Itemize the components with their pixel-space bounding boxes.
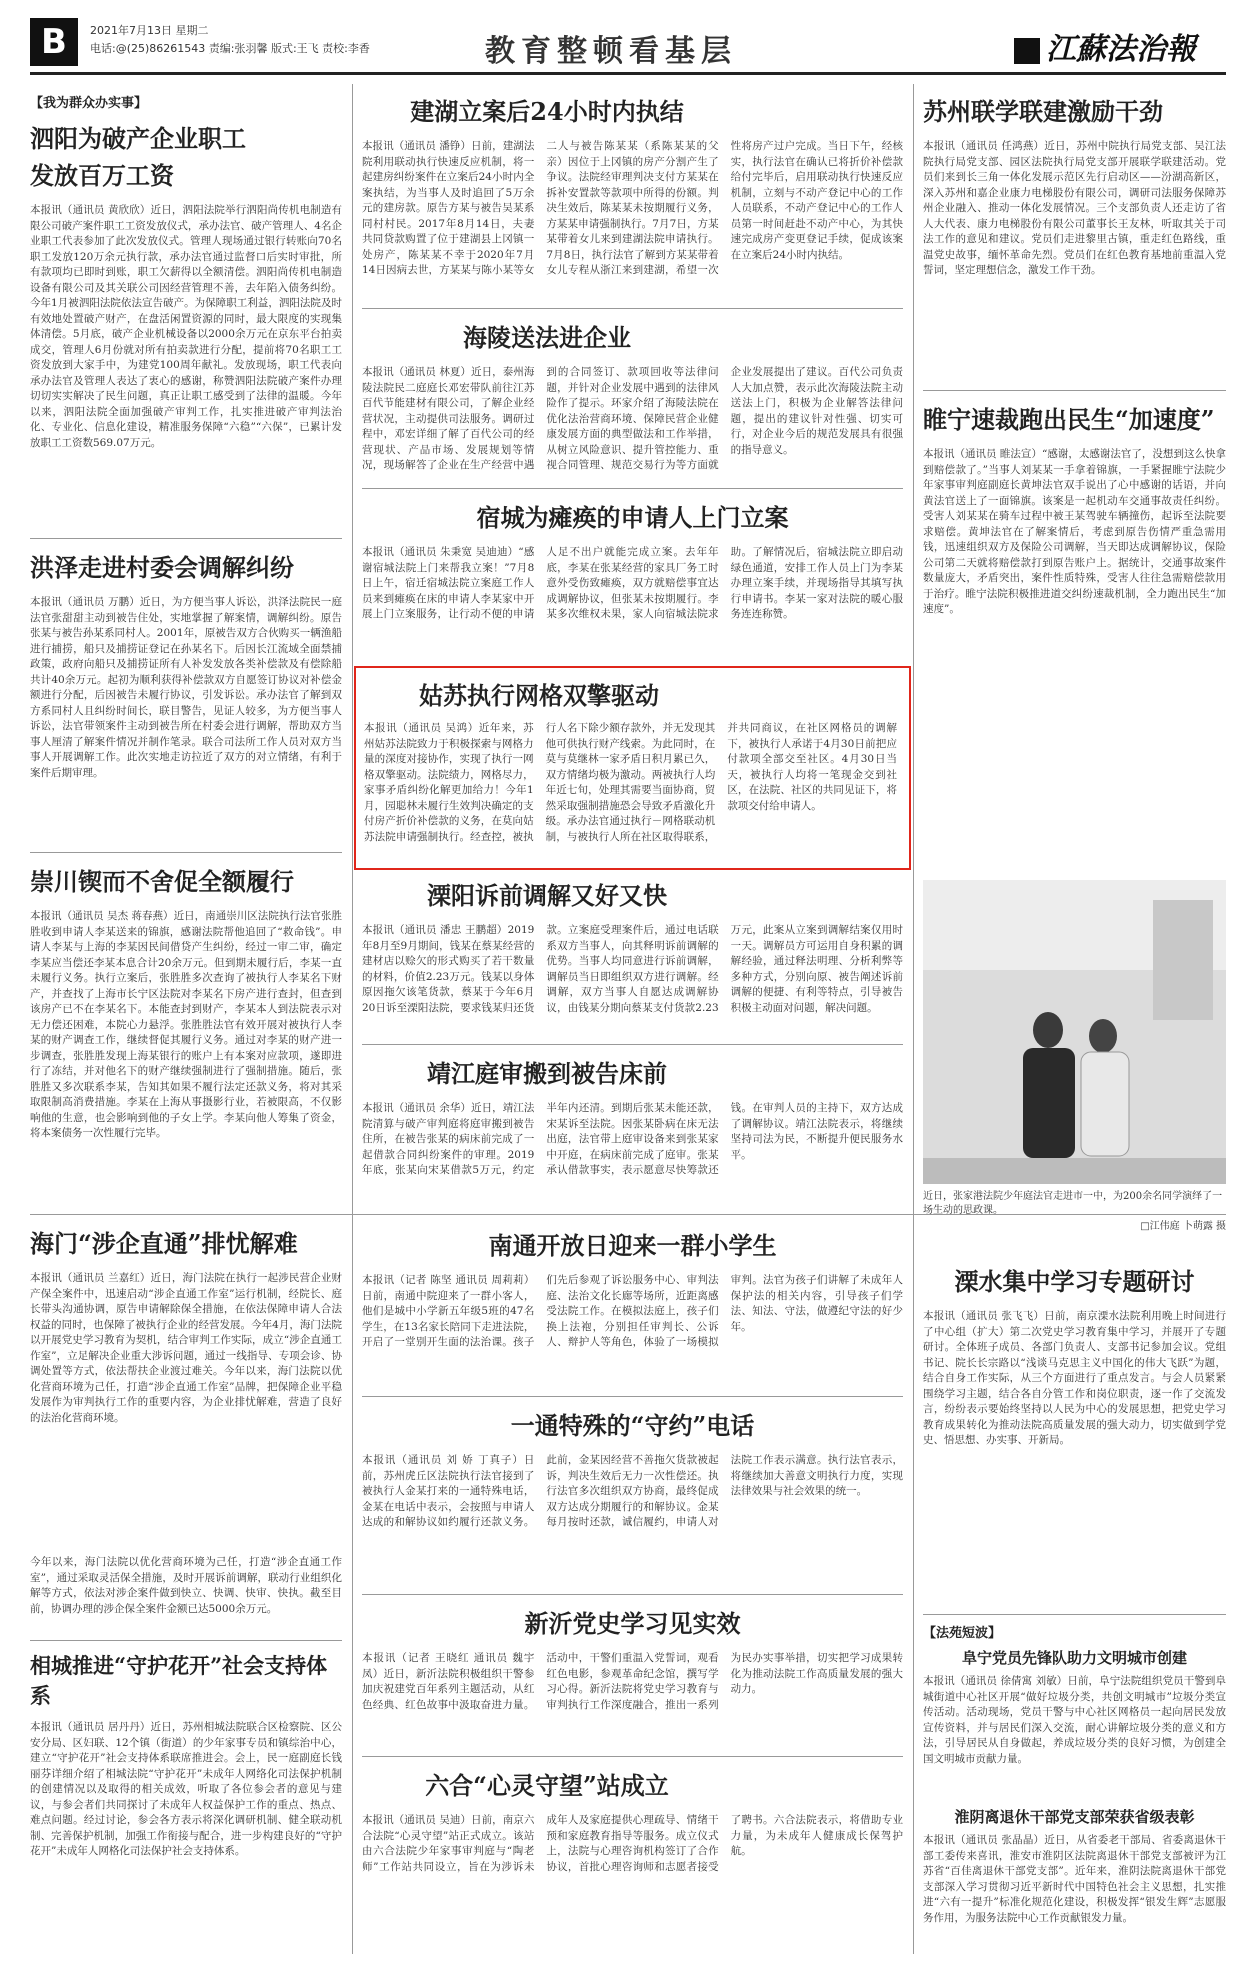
- article-body: 本报讯（通讯员 睢法宣）“感谢，太感谢法官了，没想到这么快拿到赔偿款了。”当事人刘某某一手拿着锦旗，一手紧握睢宁法院少年家事审判庭副庭长黄坤法官双手说出了心中感谢的话语，并向黄法官送上了一面锦旗。该案是一起机动车交通事故责任纠纷。受害人刘某某在骑车过程中被王某驾驶车辆撞伤，起诉至法院要求赔偿。黄坤法官在了解案情后，考虑到原告伤情严重急需用钱，迅速组织双方及保险公司调解，当天即达成调解协议，保险公司第二天就将赔偿款打到原告账户上。据统计，交通事故案件数量庞大，矛盾突出，案件性质特殊，受害人往往急需赔偿款用于治疗。睢宁法院积极推进道交纠纷速裁机制，全力跑出民生“加速度”。: [923, 448, 1226, 615]
- headline: 宿城为瘫痪的申请人上门立案: [476, 503, 789, 532]
- article-body: 本报讯（通讯员 朱秉宽 吴迪迪）“感谢宿城法院上门来帮我立案！”7月8日上午，宿迁宿城法院立案庭工作人员来到瘫痪在床的申请人李某家中开展上门立案服务，让行动不便的申请人足不出户就能完成立案。去年年底，李某在张某经营的家具厂务工时意外受伤致瘫痪，双方就赔偿事宜达成调解协议，但张某未按期履行。李某多次维权未果，家人向宿城法院求助。了解情况后，宿城法院立即启动绿色通道，安排工作人员上门为李某办理立案手续，并现场指导其填写执行申请书。李某一家对法院的暖心服务连连称赞。: [362, 546, 903, 620]
- article-body: 本报讯（通讯员 任鸿燕）近日，苏州中院执行局党支部、吴江法院执行局党支部、园区法院执行局党支部开展联学联建活动。党员们来到长三角一体化发展示范区先行启动区——汾湖高新区，深入苏州和嘉企业康力电梯股份有限公司，调研司法服务保障苏州企业融入、推动一体化发展情况。三个支部负责人还走访了省人大代表、康力电梯股份有限公司董事长王友林，听取其关于司法工作的意见和建议。党员们走进黎里古镇，重走红色路线，重温党史故事，缅怀革命先烈。党员们在红色教育基地前重温入党誓词，坚定理想信念，激发工作干劲。: [923, 140, 1226, 276]
- divider: [362, 1396, 903, 1397]
- article-hailing: [362, 318, 903, 489]
- article-chongchuan: [30, 862, 342, 1219]
- headline: 一通特殊的“守约”电话: [510, 1411, 755, 1440]
- article-body-tail: 今年以来，海门法院以优化营商环境为己任，打造“涉企直通工作室”，通过采取灵活保全措施，及时开展诉前调解，联动行业组织化解等方式，依法对涉企案件做到快立、快调、快审、快执。截至目前，协调办理的涉企保全案件金额已达5000余万元。: [30, 1556, 342, 1615]
- article-sihong: [30, 92, 342, 575]
- headline: 姑苏执行网格双擎驱动: [419, 681, 659, 710]
- headline: 苏州联学联建激励干劲: [923, 97, 1163, 126]
- article-body: 本报讯（通讯员 张晶晶）近日，从省委老干部局、省委离退休干部工委传来喜讯，淮安市淮阴区法院离退休干部党支部被评为江苏省“百佳离退休干部党支部”。近年来，淮阴法院离退休干部党支部深入学习贯彻习近平新时代中国特色社会主义思想，扎实推进“六有一提升”标准化规范化建设，积极发挥“银发生辉”志愿服务作用，为服务法院中心工作贡献银发力量。: [923, 1834, 1226, 1924]
- article-body: 本报讯（通讯员 潘铮）日前，建湖法院利用联动执行快速反应机制，将一起建房纠纷案件在立案后24小时内全案执结，为当事人及时追回了5万余元的建房款。原告方某与被告吴某系同村村民。2017年8月14日，夫妻共同贷款购置了位于建湖县上冈镇一处房产，陈某某不幸于2020年7月14日因病去世，方某某与陈小某等女二人与被告陈某某（系陈某某的父亲）因位于上冈镇的房产分割产生了争议。法院经审理判决支付方某某在拆补安置款等款项中所得的份额。判决生效后，陈某某未按期履行义务，方某某申请强制执行。7月7日，方某某带着女儿来到建湖法院申请执行。7月8日，执行法官了解到方某某带着女儿专程从浙江来到建湖，希望一次性将房产过户完成。当日下午，经核实，执行法官在确认已将折价补偿款给付完毕后，启用联动执行快速反应机制，立刻与不动产登记中心的工作人员联系，不动产登记中心的工作人员第一时间赶赴不动产中心，为其快速完成房产变更登记手续，促成该案在立案后24小时内执结。: [362, 140, 903, 276]
- date-line: 2021年7月13日 星期二: [90, 24, 209, 37]
- headline: 建湖立案后24小时内执结: [410, 97, 684, 126]
- article-body: 本报讯（通讯员 徐倩寓 刘敏）日前，阜宁法院组织党员干警到阜城街道中心社区开展“做好垃圾分类，共创文明城市”垃圾分类宣传活动。活动现场，党员干警与中心社区网格员一起向居民发放宣传资料，并与居民们深入交流，耐心讲解垃圾分类的意义和方法，引导居民从自身做起，养成垃圾分类的良好习惯，为创建全国文明城市贡献力量。: [923, 1675, 1226, 1765]
- divider: [923, 390, 1226, 391]
- article-hongze: [30, 548, 342, 827]
- headline: 发放百万工资: [30, 161, 174, 190]
- divider: [362, 308, 903, 309]
- article-body: 本报讯（记者 王晓红 通讯员 魏宇凤）近日，新沂法院积极组织干警参加庆祝建党百年系列主题活动，从红色经典、红色故事中汲取奋进力量。活动中，干警们重温入党誓词，观看红色电影，参观革命纪念馆，撰写学习心得。新沂法院将党史学习教育与审判执行工作深度融合，推出一系列为民办实事举措，切实把学习成果转化为推动法院工作高质量发展的强大动力。: [362, 1652, 903, 1711]
- article-body: 本报讯（通讯员 吴迪）日前，南京六合法院“心灵守望”站正式成立。该站由六合法院少年家事审判庭与“陶老师”工作站共同设立，旨在为涉诉未成年人及家庭提供心理疏导、情绪干预和家庭教育指导等服务。成立仪式上，法院与心理咨询机构签订了合作协议，首批心理咨询师和志愿者接受了聘书。六合法院表示，将借助专业力量，为未成年人健康成长保驾护航。: [362, 1814, 903, 1873]
- article-jingjiang: [362, 1054, 903, 1219]
- article-suzhou: [923, 92, 1226, 371]
- divider: [362, 1044, 903, 1045]
- classroom-photo-illustration: [923, 880, 1226, 1184]
- article-xinyi: [362, 1604, 903, 1761]
- headline: 睢宁速裁跑出民生“加速度”: [923, 405, 1215, 434]
- sub-headline: 阜宁党员先锋队助力文明城市创建: [961, 1649, 1187, 1667]
- headline: 新沂党史学习见实效: [524, 1609, 741, 1638]
- section-title: 教育整顿看基层: [485, 34, 737, 69]
- article-body: 本报讯（通讯员 吴鸿）近年来，苏州姑苏法院致力于积极探索与网格力量的深度对接协作，实现了执行一网格双擎驱动。法院绩力，网格尽力，家事矛盾纠纷化解更加给力！今年1月，园聪林未履行生效判决确定的支付房产折价补偿款的义务，在莫向姑苏法院申请强制执行。经查控，被执行人名下除少额存款外，并无发现其他可供执行财产线索。为此同时，在莫与莫继林一家矛盾日积月累已久，双方情绪均极为激动。两被执行人均年近七旬，处理其需要当面协商，贸然采取强制措施恐会导致矛盾激化升级。承办法官通过执行－网格联动机制，与被执行人所在社区取得联系，并共同商议，在社区网格员的调解下，被执行人承诺于4月30日前把应付款项全部交至社区。4月30日当天，被执行人均将一笔现金交到社区，在法院、社区的共同见证下，将款项交付给申请人。: [364, 722, 897, 843]
- news-photo: [923, 880, 1226, 1184]
- contact-line: 电话:@(25)86261543 责编:张羽馨 版式:王飞 责校:李香: [90, 42, 370, 55]
- divider: [923, 1614, 1226, 1615]
- column-divider: [913, 84, 914, 1954]
- sub-headline: 淮阴离退休干部党支部荣获省级表彰: [954, 1808, 1195, 1826]
- article-body: 本报讯（通讯员 潘忠 王鹏超）2019年8月至9月期间，钱某在蔡某经营的建材店以赊欠的形式购买了若干数量的材料，价值2.23万元。钱某以身体原因拖欠该笔货款，蔡某于今年6月20日诉至溧阳法院，要求钱某归还货款。立案庭受理案件后，通过电话联系双方当事人，向其释明诉前调解的优势。当事人均同意进行诉前调解，调解员当日即组织双方进行调解。经调解，双方当事人自愿达成调解协议，由钱某分期向蔡某支付货款2.23万元，此案从立案到调解结案仅用时一天。调解员方可运用自身积累的调解经验，通过释法明理、分析利弊等多种方式，分别向原、被告阐述诉前调解的便捷、有利等特点，引导被告积极主动面对问题，解决问题。: [362, 924, 903, 1014]
- article-suining: [923, 400, 1226, 893]
- article-body: 本报讯（通讯员 吴杰 蒋春燕）近日，南通崇川区法院执行法官张胜胜收到申请人李某送来的锦旗，感谢法院帮他追回了“救命钱”。申请人李某与上海的李某因民间借贷产生纠纷，经过一审二审，确定李某应当偿还李某本息合计20余万元。但到期未履行后，李某一直未履行义务。执行立案后，张胜胜多次查询了被执行人李某名下财产，并查找了上海市长宁区法院对李某名下房产进行查封，但查到该房产已不在李某名下。本能查封到财产，李某本人到法院表示对无力偿还困难，本院心力悬浮。张胜胜法官有效开展对被执行人李某的财产调查工作，继续督促其履行义务。通过对李某的财产进一步调查，张胜胜发现上海某银行的账户上有本案对应款项，遂即进行了冻结，并对他名下的财产继续强制进行了强制措施。随后，张胜胜又多次联系李某，告知其如果不履行法定还款义务，将对其采取限制高消费措施。李某在上海从事摄影行业，若被限高，不仅影响他的生意，也会影响到他的子女上学。李某向他人筹集了资金，将本案债务一次性履行完毕。: [30, 910, 342, 1139]
- article-body: 本报讯（通讯员 居丹丹）近日，苏州相城法院联合区检察院、区公安分局、区妇联、12个镇（街道）的少年家事专员和镇综治中心，建立“守护花开”社会支持体系联席推进会。会上，民一庭副庭长钱丽芬详细介绍了相城法院“守护花开”未成年人网络化司法保护机制的创建情况以及取得的相关成效，听取了各位参会者的意见与建议，与参会者们共同探讨了未成年人权益保护工作的重点、热点、难点问题。经过讨论，参会各方表示将深化调研机制、健全联动机制、完善保护机制，加强工作衔接与配合，进一步构建良好的“守护花开”未成年人网格化司法保护社会支持体系。: [30, 1721, 342, 1857]
- article-jianhu: [362, 92, 903, 307]
- masthead: [30, 18, 1226, 68]
- headline: 海门“涉企直通”排忧解难: [30, 1229, 298, 1258]
- article-gusu: [364, 676, 897, 861]
- headline: 相城推进“守护花开”社会支持体系: [30, 1653, 328, 1708]
- article-liyang: [362, 876, 903, 1053]
- column-divider: [352, 84, 353, 1954]
- article-sucheng: [362, 498, 903, 685]
- article-nantong: [362, 1226, 903, 1401]
- photo-caption: 近日，张家港法院少年庭法官走进市一中，为200余名同学演绎了一场生动的思政课。: [923, 1191, 1223, 1216]
- page-badge: B: [30, 18, 78, 66]
- article-lishui: [923, 1262, 1226, 1609]
- article-body: 本报讯（通讯员 黄欣欣）近日，泗阳法院举行泗阳尚传机电制造有限公司破产案件职工工资发放仪式，承办法官、破产管理人、4名企业职工代表参加了此次发放仪式。管理人现场通过银行转账向70名职工发放120万余元执行款，承办法官通过监督口后实时审批，所有款项均已即时到账，职工欠薪得以全额清偿。泗阳尚传机电制造设备有限公司及其关联公司因经营管理不善，去年陷入债务纠纷。今年1月被泗阳法院依法宣告破产。为保障职工利益，泗阳法院及时有效地处置破产财产，在盘活闲置资源的同时，最大限度的实现集体清偿。5月底，破产企业机械设备以2000余万元在京东平台拍卖成交，管理人6月份就对所有拍卖款进行分配，提前将70名职工工资发放到大家手中，为建党100周年献礼。发放现场，职工代表向承办法官及管理人表达了衷心的感谢，称赞泗阳法院破产案件办理切切实实解决了民生问题，真正让职工感受到了法律的温暖。今年以来，泗阳法院全面加强破产审判工作，扎实推进破产审判法治化、专业化、信息化建设，精准服务保障“六稳”“六保”，已累计发放职工工资数569.07万元。: [30, 204, 342, 449]
- masthead-rule: [30, 72, 1226, 75]
- headline: 溧阳诉前调解又好又快: [427, 881, 667, 910]
- headline: 崇川锲而不舍促全额履行: [30, 867, 294, 896]
- headline: 海陵送法进企业: [463, 323, 631, 352]
- divider: [362, 488, 903, 489]
- headline: 六合“心灵守望”站成立: [425, 1771, 669, 1800]
- divider: [30, 852, 342, 853]
- article-body: 本报讯（记者 陈坚 通讯员 周莉莉）日前，南通中院迎来了一群小客人，他们是城中小学新五年级5班的47名学生，在13名家长陪同下走进法院，开启了一堂别开生面的法治课。孩子们先后参观了诉讼服务中心、审判法庭、法治文化长廊等场所，近距离感受法院工作。在模拟法庭上，孩子们换上法袍，分别担任审判长、公诉人、辩护人等角色，体验了一场模拟审判。法官为孩子们讲解了未成年人保护法的相关内容，引导孩子们学法、知法、守法，做遵纪守法的好少年。: [362, 1274, 903, 1348]
- headline: 靖江庭审搬到被告床前: [427, 1059, 667, 1088]
- article-body: 本报讯（通讯员 兰嘉红）近日，海门法院在执行一起涉民营企业财产保全案件中，迅速启动“涉企直通工作室”运行机制，经院长、庭长带头沟通协调，原告申请解除保全措施，在依法保障申请人合法权益的同时，也保障了被执行企业的经营发展。今年4月，海门法院以开展党史学习教育为契机，结合审判工作实际，成立“涉企直通工作室”，立足解决企业重大涉诉问题，通过一线指导、专项会诊、协调处置等方式，依法帮扶企业渡过难关。今年以来，海门法院以优化营商环境为己任，打造“涉企直通工作室”品牌，把保障企业平稳发展作为审判执行工作的重要内容，为企业排忧解难，营造了良好的法治化营商环境。: [30, 1272, 342, 1424]
- article-body: 本报讯（通讯员 张飞飞）日前，南京溧水法院利用晚上时间进行了中心组（扩大）第二次党史学习教育集中学习，并展开了专题研讨。全体班子成员、各部门负责人、支部书记参加会议。党组书记、院长长宗路以“浅谈马克思主义中国化的伟大飞跃”为题，结合自身工作实际，从三个方面进行了重点发言。与会人员紧紧围绕学习主题，结合各自分管工作和岗位职责，逐一作了交流发言，纷纷表示要始终坚持以人民为中心的发展思想，把党史学习教育成果转化为推动法院高质量发展的强大动力，切实做到学党史、悟思想、办实事、开新局。: [923, 1310, 1226, 1446]
- divider: [30, 538, 342, 539]
- article-body: 本报讯（通讯员 刘 娇 丁真子）日前，苏州虎丘区法院执行法官接到了被执行人金某打来的一通特殊电话，金某在电话中表示，会按照与申请人达成的和解协议如约履行还款义务。此前，金某因经营不善拖欠货款被起诉，判决生效后无力一次性偿还。执行法官多次组织双方协商，最终促成双方达成分期履行的和解协议。金某每月按时还款，诚信履约，申请人对法院工作表示满意。执行法官表示，将继续加大善意文明执行力度，实现法律效果与社会效果的统一。: [362, 1454, 903, 1528]
- divider: [362, 1594, 903, 1595]
- article-body: 本报讯（通讯员 林夏）近日，泰州海陵法院民二庭庭长邓宏带队前往江苏百代节能建材有限公司，了解企业经营状况，主动提供司法服务。调研过程中，邓宏详细了解了百代公司的经营现状、产品市场、发展规划等情况，现场解答了企业在生产经营中遇到的合同签订、款项回收等法律问题，并针对企业发展中遇到的法律风险作了提示。环家介绍了海陵法院在优化法治营商环境、保障民营企业健康发展方面的典型做法和工作举措，从树立风险意识、提升管控能力、重视合同管理、规范交易行为等方面就企业发展提出了建议。百代公司负责人大加点赞，表示此次海陵法院主动送法上门，积极为企业解答法律问题，提出的建议针对性强、切实可行，对企业今后的规范发展具有很强的指导意义。: [362, 366, 903, 471]
- headline: 南通开放日迎来一群小学生: [488, 1231, 777, 1260]
- article-luhe: [362, 1766, 903, 1943]
- article-huqiu: [362, 1406, 903, 1599]
- paper-logo: [1014, 24, 1196, 68]
- divider: [30, 1640, 342, 1641]
- kicker: 【我为群众办实事】: [30, 96, 148, 111]
- logo-mark-icon: [1014, 38, 1040, 64]
- article-xiangcheng: [30, 1650, 342, 1982]
- article-haimen: [30, 1224, 342, 1631]
- article-fayuan-duanbo: [923, 1622, 1226, 1957]
- headline: 泗阳为破产企业职工: [30, 124, 246, 153]
- photo-credit: □江伟庭 卜萌露 摄: [1140, 1221, 1226, 1232]
- headline: 洪泽走进村委会调解纠纷: [30, 553, 294, 582]
- paper-name: 江蘇法治報: [1046, 32, 1196, 67]
- article-body: 本报讯（通讯员 万鹏）近日，为方便当事人诉讼，洪泽法院民一庭法官张甜甜主动到被告住处，实地掌握了解案情，调解纠纷。原告张某与被告孙某系同村人。2001年，原被告双方合伙购买一辆渔船进行捕捞，船只及捕捞证登记在孙某名下。后因长江流域全面禁捕政策，政府向船只及捕捞证所有人补发发放各类补偿款及有偿除船共计40余万元。起初为顺利获得补偿款双方自愿签订协议对补偿金额进行分配，后因被告未履行协议，引发诉讼。承办法官了解到双方系同村人且纠纷时间长，联目警告，见证人较多，为方便当事人诉讼，法官带领案件主动到被告所在村委会进行调解，帮助双方当事人厘清了解案件情况并制作笔录。联合司法所工作人员对双方当事人开展调解工作。此次实地走访拉近了双方的对立情绪，有利于案件后期审理。: [30, 596, 342, 779]
- article-body: 本报讯（通讯员 余华）近日，靖江法院清算与破产审判庭将庭审搬到被告住所，在被告张某的病床前完成了一起借款合同纠纷案件的审理。2019年底，张某向宋某借款5万元，约定半年内还清。到期后张某未能还款，宋某诉至法院。因张某卧病在床无法出庭，法官带上庭审设备来到张某家中开庭，在病床前完成了庭审。张某承认借款事实，表示愿意尽快筹款还钱。在审判人员的主持下，双方达成了调解协议。靖江法院表示，将继续坚持司法为民，不断提升便民服务水平。: [362, 1102, 903, 1176]
- divider: [362, 1756, 903, 1757]
- kicker: 【法苑短波】: [923, 1626, 1002, 1641]
- headline: 溧水集中学习专题研讨: [954, 1267, 1195, 1296]
